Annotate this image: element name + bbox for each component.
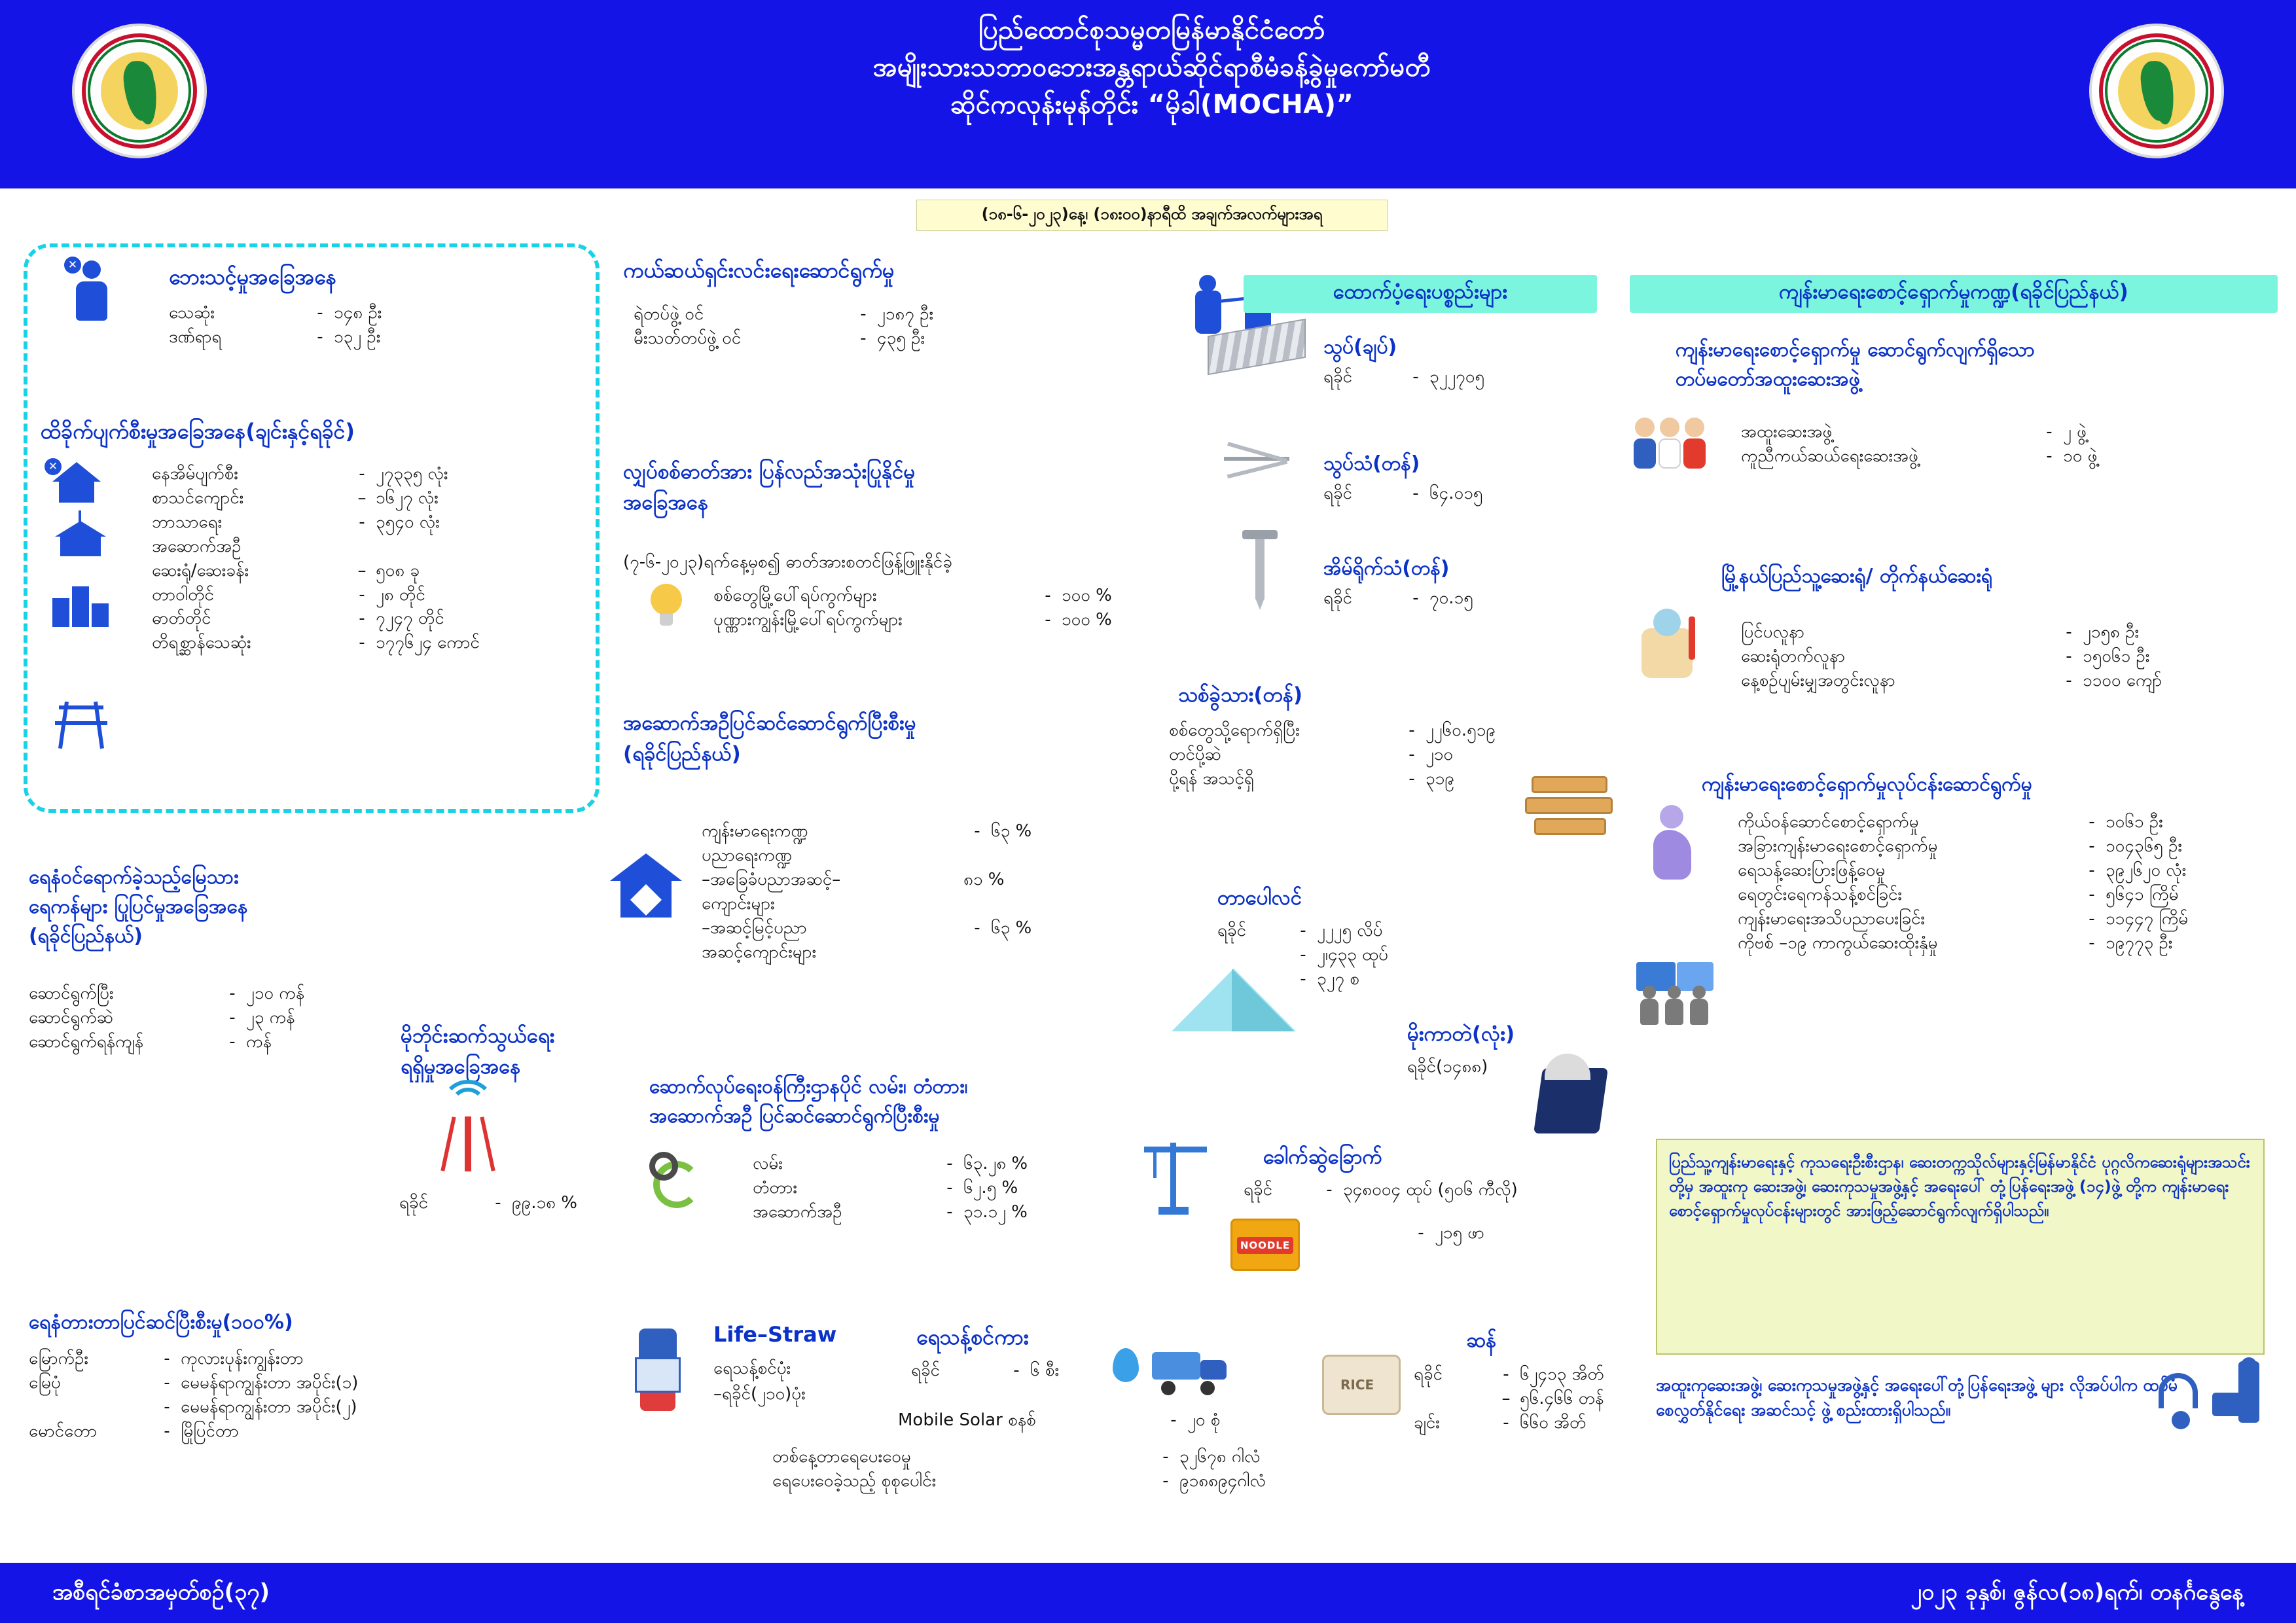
table-row: လမ်း - ၆၃.၂၈ % <box>753 1154 1028 1173</box>
rice-bag-icon: RICE <box>1322 1348 1403 1416</box>
table-row: ကျန်းမာရေးကဏ္ဍ - ၆၃ % <box>702 821 1032 841</box>
sar-title: ကယ်ဆယ်ရှင်းလင်းရေးဆောင်ရွက်မှု <box>623 258 895 283</box>
lifestraw-title: Life–Straw <box>713 1322 837 1347</box>
health-title: ကျန်းမာရေးစောင့်ရှောက်မှုကဏ္ဍ(ရခိုင်ပြည်နယ်) <box>1630 275 2278 313</box>
zinc-sheet-icon-wrap <box>1208 327 1306 373</box>
water-truck-rows-3 <box>772 1445 1278 1493</box>
table-row: ကျန်းမာရေးအသိပညာပေးခြင်း - ၁၁၄၄၇ ကြိမ် <box>1738 908 2189 929</box>
health-note-box: ပြည်သူ့ကျန်းမာရေးနှင့် ကုသရေးဦးစီးဌာန၊ ဆေးတက္ကသိုလ်များနှင့်မြန်မာနိုင်ငံ ပုဂ္ဂလိကဆေးရုံများအသင်းတို့မှ အထူးကု ဆေးအဖွဲ့၊ ဆေးကုသမှုအဖွဲ့နှင့် အရေးပေါ် တုံ့ပြန်ရေးအဖွဲ့ (၁၄)ဖွဲ့ တို့က ကျန်းမာရေးစောင့်ရှောက်မှုလုပ်ငန်းများတွင် အားဖြည့်ဆောင်ရွက်လျက်ရှိပါသည်။ <box>1656 1139 2265 1355</box>
bottom-note: အထူးကုဆေးအဖွဲ့၊ ဆေးကုသမှုအဖွဲ့နှင့် အရေးပေါ်တုံ့ပြန်ရေးအဖွဲ့ များ လိုအပ်ပါက ထပ်မံစေလွှတ်နိုင်ရေး အဆင်သင့် ဖွဲ့ စည်းထားရှိပါသည်။ <box>1656 1376 2178 1419</box>
damaged-house-icon-wrap <box>48 460 101 504</box>
raincoat-icon-wrap <box>1532 1054 1610 1139</box>
power-title: လျှပ်စစ်ဓာတ်အား ပြန်လည်အသုံးပြုနိုင်မှု အခြေအနေ <box>623 460 916 514</box>
antenna-icon-wrap <box>432 1086 504 1171</box>
house-tools-icon-wrap <box>610 851 682 923</box>
table-row: ကိုဗစ် –၁၉ ကာကွယ်ဆေးထိုးနှံမှု - ၁၉၇၇၃ ဦး <box>1738 933 2173 953</box>
lifestraw-rows <box>713 1356 806 1407</box>
damage-rows <box>152 462 480 655</box>
table-row: ကိုယ်ဝန်ဆောင်စောင့်ရှောက်မှု - ၁၀၆၁ ဦး <box>1738 812 2163 832</box>
raincoat-icon <box>1532 1054 1610 1139</box>
table-row: နေ့စဉ်ပျမ်းမျှအတွင်းလူနာ - ၁၁၀၀ ကျော် <box>1741 670 2162 690</box>
medical-bag-icon <box>2212 1361 2278 1433</box>
table-row: ရေသန့်ဆေးပြားဖြန့်ဝေမှု - ၃၉၂၆၂၀ လုံး <box>1738 860 2187 880</box>
table-row: ရခိုင် - ၂၂၂၅ လိပ် <box>1217 921 1383 940</box>
table-row: တင်ပို့ဆဲ - ၂၁၀ <box>1169 744 1454 764</box>
casualties-rows <box>169 301 432 349</box>
table-row: ပြင်ပလူနာ - ၂၁၅၈ ဦး <box>1741 622 2140 642</box>
timber-icon <box>1525 772 1617 844</box>
pregnant-woman-icon <box>1643 805 1708 883</box>
water-truck-title: ရေသန့်စင်ကား <box>916 1325 1029 1349</box>
table-row: အဆောက်အဦ - ၃၁.၁၂ % <box>753 1202 1028 1222</box>
table-row: ရခိုင် - ၆၄.၀၁၅ <box>1323 484 1483 503</box>
page-title <box>497 12 1806 123</box>
table-row: –အခြေခံပညာအဆင့်– ၈၁ % <box>702 869 1005 889</box>
water-restored-rows <box>29 1347 358 1444</box>
power-rows <box>713 584 1160 632</box>
table-row: တာဝါတိုင် - ၂၈ တိုင် <box>152 584 425 605</box>
report-date: ၂၀၂၃ ခုနှစ်၊ ဇွန်လ(၁၈)ရက်၊ တနင်္ဂနွေနေ့ <box>1910 1579 2244 1605</box>
state-seal-right-icon <box>2089 24 2224 158</box>
table-row: နေအိမ်ပျက်စီး - ၂၇၃၃၅ လုံး <box>152 464 448 484</box>
supply-name-nail: အိမ်ရိုက်သံ(တန်) <box>1323 557 1450 580</box>
water-truck-icon <box>1152 1348 1230 1395</box>
report-timestamp: (၁၈-၆-၂၀၂၃)နေ့၊ (၁၈း၀၀)နာရီထိ အချက်အလက်များအရ <box>916 200 1388 231</box>
nail-icon <box>1237 530 1283 609</box>
pregnancy-icon-wrap <box>1643 805 1708 883</box>
table-row: စစ်တွေသို့ရောက်ရှိပြီး - ၂၂၆၀.၅၁၉ <box>1169 721 1496 740</box>
table-row: ရဲတပ်ဖွဲ့ ဝင် - ၂၁၈၇ ဦး <box>634 304 934 324</box>
electric-tower-icon <box>52 694 110 749</box>
filter-icon-wrap <box>628 1329 689 1414</box>
table-row: ရခိုင် - ၇၀.၁၅ <box>1323 588 1473 608</box>
health-section2-rows <box>1741 620 2181 693</box>
noodle-icon: NOODLE <box>1230 1209 1302 1281</box>
health-education-icon <box>1636 962 1715 1025</box>
state-seal-left-icon <box>72 24 207 158</box>
supply-name-tarp: တာပေါလင် <box>1217 886 1302 910</box>
table-row: အခြားကျန်းမာရေးစောင့်ရှောက်မှု - ၁၀၄၃၆၅ ဦး <box>1738 836 2183 856</box>
table-row: ရေပေးဝေခဲ့သည့် စုစုပေါင်း - ၉၁၈၈၉၄ဂါလံ <box>772 1471 1266 1491</box>
table-row: ချင်း - ၆၆၀ အိတ် <box>1414 1412 1587 1433</box>
table-row: ရခိုင် - ၆ စီး <box>911 1361 1060 1380</box>
school-icon-wrap <box>55 517 106 558</box>
water-truck-rows <box>911 1359 1128 1383</box>
noodle-icon-wrap <box>1230 1209 1302 1281</box>
supply-name-zinc: သွပ်(ချပ်) <box>1323 336 1397 359</box>
land-restoration-rows <box>29 982 344 1054</box>
supply-rows-noodle2 <box>1407 1221 1533 1245</box>
wire-icon <box>1217 438 1296 497</box>
table-row: - မေမန်ရာကျွန်းတာ အပိုင်း(၂) <box>164 1397 357 1417</box>
power-note: (၇-၆-၂၀၂၃)ရက်နေ့မှစ၍ ဓာတ်အားစတင်ဖြန့်ဖြူးနိုင်ခဲ့ <box>623 552 952 572</box>
list-item: –ရခိုင်(၂၁၀)ပုံး <box>713 1384 806 1404</box>
injured-person-icon: ✕ <box>72 260 111 323</box>
hospital-icon-wrap <box>52 582 109 627</box>
cell-tower-icon <box>432 1086 504 1171</box>
supply-rows-noodle <box>1244 1178 1518 1202</box>
crane-icon <box>1139 1143 1211 1215</box>
table-row: ဒဏ်ရာရ - ၁၃၂ ဦး <box>169 327 381 347</box>
supply-rows-timber <box>1169 719 1524 791</box>
table-row: –အဆင့်မြင့်ပညာ - ၆၃ % <box>702 918 1032 938</box>
casualties-title: ဘေးသင့်မှုအခြေအနေ <box>169 264 337 289</box>
table-row: - ၂၁၅ ဖာ <box>1418 1223 1484 1243</box>
table-row: မြေပုံ - မေမန်ရာကျွန်းတာ အပိုင်း(၁) <box>29 1372 359 1393</box>
damage-title: ထိခိုက်ပျက်စီးမှုအခြေအနေ(ချင်းနှင့်ရခိုင်) <box>41 419 355 444</box>
table-row: ဘာသာရေး - ၃၅၄၀ လုံး <box>152 512 440 532</box>
table-row: စစ်တွေမြို့ပေါ်ရပ်ကွက်များ - ၁၀၀ % <box>713 586 1112 605</box>
header-banner <box>0 0 2296 188</box>
zinc-sheet-icon <box>1208 327 1306 373</box>
water-truck-rows-2 <box>898 1408 1285 1433</box>
telecom-title: မိုဘိုင်းဆက်သွယ်ရေး ရရှိမှုအခြေအနေ <box>401 1024 555 1079</box>
table-row: ဆောင်ရွက်ပြီး - ၂၁၀ ကန် <box>29 984 305 1003</box>
table-row: မီးသတ်တပ်ဖွဲ့ ဝင် - ၄၃၅ ဦး <box>634 328 925 348</box>
table-row: မောင်တော - မြိုပြင်တာ <box>29 1421 239 1441</box>
hospital-icon <box>52 582 109 627</box>
supply-rows-zinc <box>1323 365 1528 389</box>
supply-name-rice: ဆန် <box>1466 1329 1497 1352</box>
school-icon <box>55 517 106 558</box>
table-row: တိရစ္ဆာန်သေဆုံး - ၁၇၇၆၂၄ ကောင် <box>152 633 480 653</box>
house-icon: ✕ <box>52 462 101 504</box>
patient-icon-wrap <box>1636 609 1708 681</box>
medical-team-icon <box>1631 412 1710 473</box>
bulb-icon-wrap <box>643 581 690 633</box>
table-row: ရေတွင်းရေကန်သန့်စင်ခြင်း - ၅၆၄၁ ကြိမ် <box>1738 884 2179 904</box>
patient-icon <box>1636 609 1708 681</box>
table-row: ဓာတ်တိုင် - ၇၂၄၇ တိုင် <box>152 609 444 629</box>
table-row: ကျောင်းများ <box>702 893 775 914</box>
health-section3-rows <box>1738 810 2204 955</box>
title-line-2: အမျိုးသားသဘာဝဘေးအန္တရာယ်ဆိုင်ရာစီမံခန့်ခွဲမှုကော်မတီ <box>872 52 1431 82</box>
health-section2-title: မြို့နယ်ပြည်သူ့ဆေးရုံ/ တိုက်နယ်ဆေးရုံ <box>1721 565 1993 588</box>
timber-icon-wrap <box>1525 772 1617 844</box>
table-row: ပုဏ္ဏားကျွန်းမြို့ပေါ်ရပ်ကွက်များ - ၁၀၀ % <box>713 609 1112 630</box>
road-repair-icon <box>649 1152 712 1215</box>
supply-name-raincoat: မိုးကာတဲ(လုံး) <box>1407 1022 1515 1046</box>
table-row: အဆင့်ကျောင်းများ <box>702 942 817 962</box>
table-row: တံတား - ၆၂.၅ % <box>753 1177 1018 1198</box>
stethoscope-icon <box>2153 1373 2206 1432</box>
construction-rows <box>753 1152 1062 1224</box>
medical-case-icon-wrap <box>2212 1361 2278 1433</box>
supply-rows-wire <box>1323 482 1528 506</box>
footer-banner <box>0 1563 2296 1623</box>
report-number: အစီရင်ခံစာအမှတ်စဉ်(၃၇) <box>52 1579 270 1605</box>
table-row: ပညာရေးကဏ္ဍ <box>702 845 792 865</box>
health-section1-rows <box>1741 420 2161 469</box>
list-item: ရေသန့်စင်ပုံး <box>713 1359 791 1378</box>
table-row: ပို့ရန် အသင့်ရှိ - ၃၁၉ <box>1169 768 1454 789</box>
table-row: ရခိုင် - ၉၉.၁၈ % <box>399 1193 577 1213</box>
table-row: အထူးဆေးအဖွဲ့ - ၂ ဖွဲ့ <box>1741 422 2087 442</box>
construction-title: ဆောက်လုပ်ရေးဝန်ကြီးဌာနပိုင် လမ်း၊ တံတား၊ အဆောက်အဦ ပြင်ဆင်ဆောင်ရွက်ပြီးစီးမှု <box>649 1075 968 1128</box>
table-row: ရခိုင် - ၃၂၂၇၀၅ <box>1323 367 1485 387</box>
table-row: စာသင်ကျောင်း – ၁၆၂၇ လုံး <box>152 488 439 508</box>
table-row: ရခိုင် - ၃၄၈၀၀၄ ထုပ် (၅၀၆ ကီလို) <box>1244 1180 1518 1200</box>
table-row: သေဆုံး - ၁၄၈ ဦး <box>169 303 382 323</box>
table-row: ကူညီကယ်ဆယ်ရေးဆေးအဖွဲ့ - ၁၀ ဖွဲ့ <box>1741 446 2098 466</box>
light-bulb-icon <box>643 581 690 633</box>
sar-rows <box>634 302 975 351</box>
supply-name-wire: သွပ်သံ(တန်) <box>1323 452 1420 475</box>
supply-name-noodle: ခေါက်ဆွဲခြောက် <box>1263 1145 1382 1169</box>
supply-rows-nail <box>1323 586 1528 611</box>
table-row: မြောက်ဦး - ကုလားပုန်းကျွန်းတာ <box>29 1349 304 1368</box>
water-restored-title: ရေနံတားတာပြင်ဆင်ပြီးစီးမှု(၁၀၀%) <box>29 1311 293 1334</box>
power-tower-icon-wrap <box>52 694 110 749</box>
table-row: ဆောင်ရွက်ဆဲ - ၂၃ ကန် <box>29 1007 295 1027</box>
table-row: တစ်နေ့တာရေပေးဝေမှု - ၃၂၆၇၈ ဂါလံ <box>772 1447 1261 1467</box>
title-line-1: ပြည်ထောင်စုသမ္မတမြန်မာနိုင်ငံတော် <box>978 15 1325 45</box>
table-row: - ၃၂၇ စ <box>1300 969 1359 989</box>
table-row: ရခိုင်(၁၄၈၈) <box>1407 1057 1488 1077</box>
supply-rows-tarp <box>1217 919 1415 991</box>
title-line-3: ဆိုင်ကလုန်းမုန်တိုင်း “မိုခါ(MOCHA)” <box>950 89 1354 120</box>
supply-rows-rice <box>1414 1363 1618 1435</box>
stethoscope-icon-wrap <box>2153 1373 2206 1432</box>
medteam-icon-wrap <box>1631 412 1710 473</box>
building-repair-title: အဆောက်အဦပြင်ဆင်ဆောင်ရွက်ပြီးစီးမှု (ရခိုင်ပြည်နယ်) <box>623 711 916 766</box>
house-repair-icon <box>610 851 682 923</box>
table-row: - ၂၊၄၃၃ ထုပ် <box>1300 944 1388 965</box>
health-section1-title: ကျန်းမာရေးစောင့်ရှောက်မှု ဆောင်ရွက်လျက်ရှိသော တပ်မတော်အထူးဆေးအဖွဲ့ <box>1676 338 2035 391</box>
recycle-icon-wrap <box>649 1152 712 1215</box>
supply-rows-raincoat <box>1407 1055 1488 1079</box>
table-row: Mobile Solar စနစ် - ၂၀ စုံ <box>898 1410 1221 1430</box>
health-section3-title: ကျန်းမာရေးစောင့်ရှောက်မှုလုပ်ငန်းဆောင်ရွက်မှု <box>1702 773 2032 796</box>
table-row: အဆောက်အဦ <box>152 536 242 556</box>
telecom-rows <box>399 1191 610 1215</box>
supplies-title: ထောက်ပံ့ရေးပစ္စည်းများ <box>1244 275 1597 313</box>
water-filter-icon <box>628 1329 689 1414</box>
table-row: ဆောင်ရွက်ရန်ကျန် - ကန် <box>29 1031 272 1052</box>
table-row: – ၅၆.၄၆၆ တန် <box>1501 1388 1604 1408</box>
table-row: ရခိုင် - ၆၂၄၁၃ အိတ် <box>1414 1364 1604 1384</box>
education-icon-wrap <box>1636 962 1715 1025</box>
supply-name-timber: သစ်ခွဲသား(တန်) <box>1178 683 1302 707</box>
rice-icon-wrap <box>1322 1348 1403 1416</box>
table-row: ဆေးရုံတက်လူနာ - ၁၅၀၆၁ ဦး <box>1741 646 2150 666</box>
building-repair-rows <box>702 819 1089 964</box>
nail-icon-wrap <box>1237 530 1283 609</box>
truck-icon-wrap <box>1152 1348 1230 1395</box>
casualties-icon-wrap <box>67 259 111 323</box>
table-row: ဆေးရုံ/ဆေးခန်း – ၅၀၈ ခု <box>152 560 420 580</box>
wire-icon-wrap <box>1217 438 1296 497</box>
crane-icon-wrap <box>1139 1143 1211 1215</box>
land-restoration-title: ရေနံဝင်ရောက်ခဲ့သည့်မြေသား ရေကန်များ ပြုပြင်မှုအခြေအနေ (ရခိုင်ပြည်နယ်) <box>29 866 248 948</box>
